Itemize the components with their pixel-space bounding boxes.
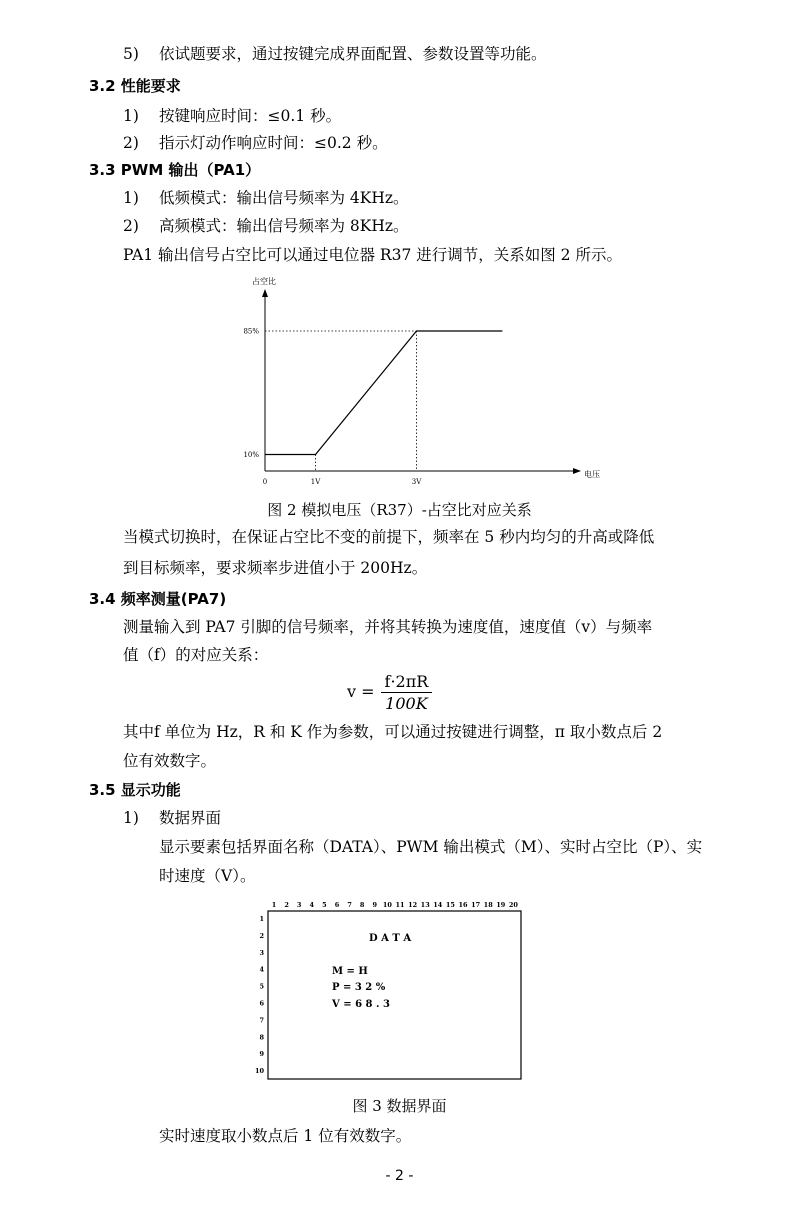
column-label: 17 bbox=[471, 901, 481, 909]
column-label: 2 bbox=[284, 901, 289, 909]
voltage-duty-chart bbox=[230, 268, 610, 492]
row-labels bbox=[255, 915, 265, 1075]
paragraph-line: 时速度（V）。 bbox=[159, 867, 256, 885]
column-label: 9 bbox=[372, 901, 378, 909]
section-heading-3-4: 3.4 频率测量(PA7) bbox=[89, 590, 227, 608]
formula-numerator: f·2πR bbox=[381, 672, 433, 693]
list-item bbox=[123, 188, 409, 208]
paragraph-line: 实时速度取小数点后 1 位有效数字。 bbox=[159, 1127, 412, 1145]
column-label: 12 bbox=[408, 901, 418, 909]
section-heading-3-2: 3.2 性能要求 bbox=[89, 77, 181, 95]
list-text: 低频模式：输出信号频率为 4KHz。 bbox=[159, 189, 409, 207]
list-text: 数据界面 bbox=[159, 809, 222, 827]
paragraph-line: 其中f 单位为 Hz，R 和 K 作为参数，可以通过按键进行调整，π 取小数点后 2 bbox=[123, 723, 663, 741]
row-label: 4 bbox=[259, 965, 264, 974]
x-tick-label-1v: 1V bbox=[310, 478, 321, 486]
list-item bbox=[123, 216, 409, 236]
list-number: 2) bbox=[123, 134, 139, 152]
list-number: 1) bbox=[123, 809, 139, 827]
screen-title: D A T A bbox=[369, 933, 412, 944]
column-label: 8 bbox=[359, 901, 365, 909]
list-item bbox=[123, 808, 221, 828]
list-text: 指示灯动作响应时间：≤0.2 秒。 bbox=[159, 134, 388, 152]
x-axis-label: 电压 bbox=[584, 470, 600, 479]
list-item bbox=[123, 133, 388, 153]
row-label: 9 bbox=[259, 1050, 264, 1059]
paragraph-line: PA1 输出信号占空比可以通过电位器 R37 进行调节，关系如图 2 所示。 bbox=[123, 246, 622, 264]
paragraph-line: 位有效数字。 bbox=[123, 752, 217, 770]
column-label: 1 bbox=[271, 901, 277, 909]
row-label: 1 bbox=[259, 915, 264, 923]
formula-fraction bbox=[381, 672, 433, 713]
row-label: 8 bbox=[259, 1033, 264, 1042]
row-label: 3 bbox=[259, 948, 264, 957]
column-label: 14 bbox=[433, 901, 443, 909]
column-label: 15 bbox=[445, 901, 455, 909]
section-heading-3-3: 3.3 PWM 输出（PA1） bbox=[89, 161, 261, 179]
formula-denominator: 100K bbox=[385, 694, 428, 713]
figure-3-caption: 图 3 数据界面 bbox=[352, 1097, 447, 1115]
y-axis-label: 占空比 bbox=[252, 277, 276, 286]
x-tick-label-3v: 3V bbox=[411, 478, 422, 486]
paragraph-line: 值（f）的对应关系： bbox=[123, 646, 269, 664]
column-labels bbox=[272, 901, 519, 909]
column-label: 7 bbox=[347, 901, 352, 909]
column-label: 20 bbox=[508, 901, 518, 909]
lcd-data-screen bbox=[245, 896, 535, 1088]
figure-2-caption: 图 2 模拟电压（R37）-占空比对应关系 bbox=[267, 501, 532, 519]
list-number: 1) bbox=[123, 189, 139, 207]
paragraph-line: 当模式切换时，在保证占空比不变的前提下，频率在 5 秒内均匀的升高或降低 bbox=[123, 528, 655, 546]
column-label: 10 bbox=[382, 901, 392, 909]
column-label: 13 bbox=[420, 901, 430, 909]
row-label: 10 bbox=[254, 1067, 264, 1076]
column-label: 18 bbox=[483, 901, 493, 909]
list-number: 2) bbox=[123, 217, 139, 235]
page-number: - 2 - bbox=[385, 1168, 414, 1184]
column-label: 11 bbox=[395, 901, 405, 909]
screen-duty: P = 3 2 % bbox=[332, 982, 386, 993]
speed-formula bbox=[347, 672, 432, 713]
column-label: 3 bbox=[296, 901, 302, 909]
formula-lhs: v = bbox=[347, 682, 375, 701]
row-label: 5 bbox=[259, 982, 264, 991]
section-heading-3-5: 3.5 显示功能 bbox=[89, 781, 181, 799]
list-item bbox=[123, 106, 341, 126]
column-label: 6 bbox=[334, 901, 340, 909]
paragraph-line: 显示要素包括界面名称（DATA）、PWM 输出模式（M）、实时占空比（P）、实 bbox=[159, 838, 703, 856]
column-label: 4 bbox=[309, 901, 315, 909]
paragraph-line: 测量输入到 PA7 引脚的信号频率，并将其转换为速度值，速度值（v）与频率 bbox=[123, 618, 653, 636]
list-text: 依试题要求，通过按键完成界面配置、参数设置等功能。 bbox=[159, 45, 547, 63]
column-label: 5 bbox=[322, 901, 327, 909]
list-item bbox=[123, 44, 547, 64]
row-label: 7 bbox=[259, 1016, 264, 1025]
column-label: 16 bbox=[458, 901, 468, 909]
y-tick-label-10: 10% bbox=[243, 451, 259, 460]
duty-series-line bbox=[265, 331, 502, 455]
y-tick-label-85: 85% bbox=[243, 327, 259, 336]
column-label: 19 bbox=[496, 901, 506, 909]
row-label: 2 bbox=[259, 931, 264, 940]
screen-mode: M = H bbox=[332, 966, 368, 977]
list-text: 按键响应时间：≤0.1 秒。 bbox=[159, 107, 342, 125]
list-number: 1) bbox=[123, 107, 139, 125]
x-tick-label-0: 0 bbox=[262, 478, 268, 486]
row-label: 6 bbox=[259, 999, 264, 1008]
list-text: 高频模式：输出信号频率为 8KHz。 bbox=[159, 217, 409, 235]
list-number: 5) bbox=[123, 45, 139, 63]
screen-speed: V = 6 8 . 3 bbox=[332, 999, 390, 1010]
paragraph-line: 到目标频率，要求频率步进值小于 200Hz。 bbox=[123, 559, 428, 577]
